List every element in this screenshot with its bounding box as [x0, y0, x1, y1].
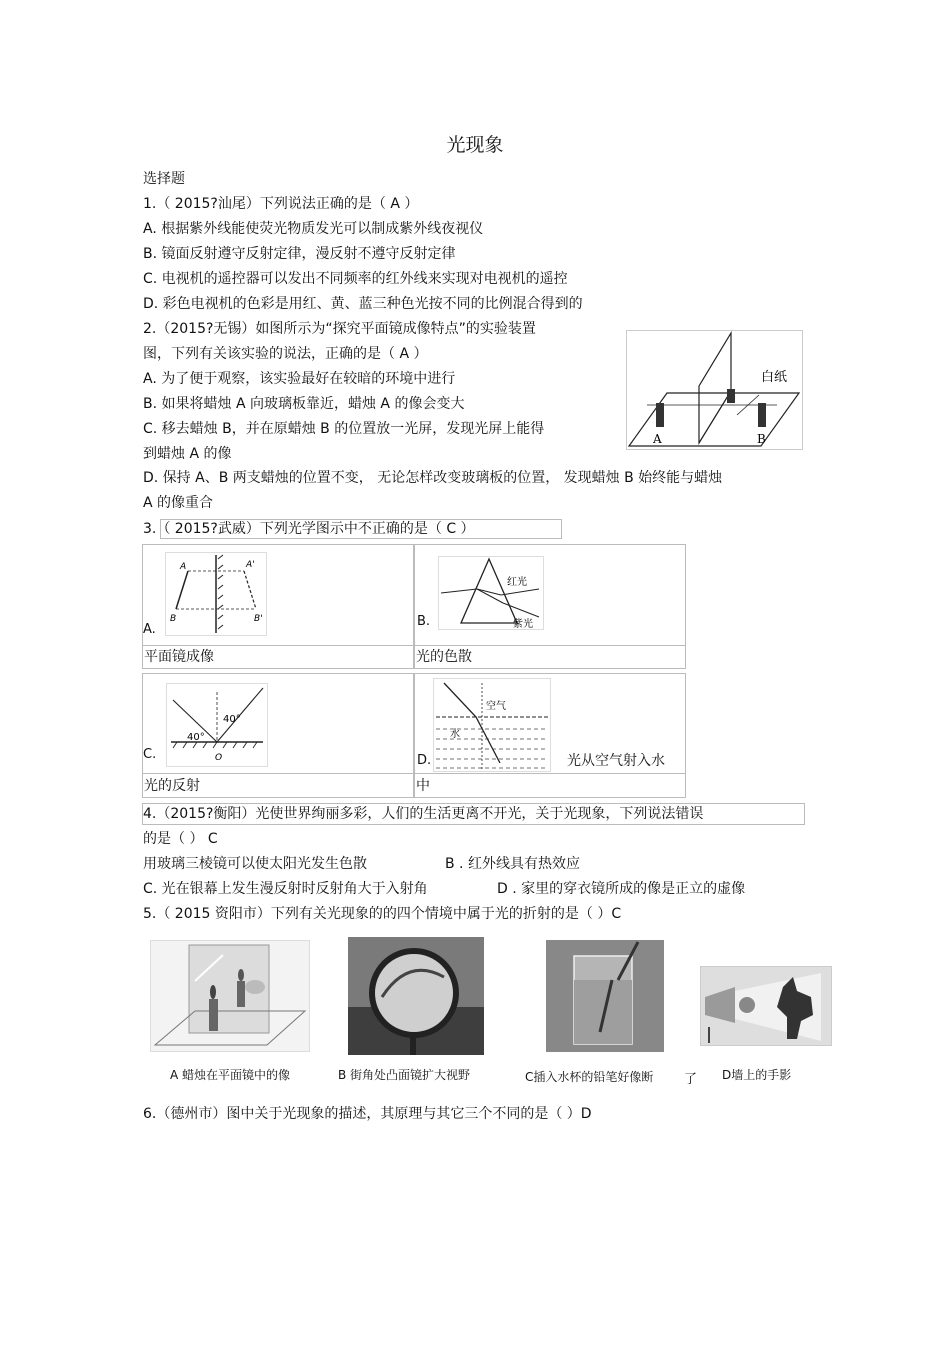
q4-option-c: C. 光在银幕上发生漫反射时反射角大于入射角 [143, 881, 428, 897]
svg-text:B: B [170, 614, 177, 624]
section-heading: 选择题 [143, 171, 185, 187]
q1-option-c: C. 电视机的遥控器可以发出不同频率的红外线来实现对电视机的遥控 [143, 271, 568, 287]
q3-d-diagram [433, 678, 551, 772]
q1-option-b: B. 镜面反射遵守反射定律，漫反射不遵守反射定律 [143, 246, 456, 262]
q4-option-d: D . 家里的穿衣镜所成的像是正立的虚像 [497, 881, 746, 897]
q5-caption-d: D墙上的手影 [722, 1068, 792, 1082]
q5-image-d [700, 966, 832, 1046]
q3-d-side-text: 光从空气射入水 [567, 753, 665, 769]
q4-stem-line1: 4.（2015?衡阳）光使世界绚丽多彩，人们的生活更离不开光，关于光现象，下列说法错误 [143, 806, 704, 822]
q4-option-a: 用玻璃三棱镜可以使太阳光发生色散 [143, 856, 367, 872]
q3-d-water-label: 水 [450, 729, 460, 740]
q5-stem: 5.（ 2015 资阳市）下列有关光现象的的四个情境中属于光的折射的是（ ）C [143, 906, 622, 922]
q1-option-d: D. 彩色电视机的色彩是用红、黄、蓝三种色光按不同的比例混合得到的 [143, 296, 583, 312]
q3-a-caption: 平面镜成像 [144, 649, 214, 665]
q6-stem: 6.（德州市）图中关于光现象的描述，其原理与其它三个不同的是（ ）D [143, 1106, 592, 1122]
q3-c-letter: C. [143, 747, 157, 762]
q3-row2-divider [142, 773, 686, 774]
q3-b-caption: 光的色散 [416, 649, 472, 665]
q3-d-letter: D. [417, 753, 432, 768]
q3-a-diagram [165, 552, 267, 636]
q5-caption-c: C插入水杯的铅笔好像断 [525, 1070, 654, 1084]
svg-text:A': A' [246, 560, 255, 570]
svg-text:B': B' [254, 614, 263, 624]
svg-text:A: A [180, 562, 187, 572]
q2-option-d-line2: A 的像重合 [143, 495, 214, 511]
q1-stem: 1.（ 2015?汕尾）下列说法正确的是（ A ） [143, 196, 419, 212]
q5-caption-c-tail: 了 [684, 1072, 698, 1087]
q3-b-diagram [438, 556, 544, 630]
q2-stem-line2: 图，下列有关该实验的说法，正确的是（ A ） [143, 346, 428, 362]
q2-fig-label-a: A [653, 432, 662, 446]
q3-b-letter: B. [417, 614, 431, 629]
q3-c-diagram [166, 683, 268, 767]
q3-c-caption: 光的反射 [144, 778, 200, 794]
q5-image-a [150, 940, 310, 1052]
q5-caption-a: A 蜡烛在平面镜中的像 [170, 1068, 291, 1082]
q2-option-b: B. 如果将蜡烛 A 向玻璃板靠近，蜡烛 A 的像会变大 [143, 396, 465, 412]
q5-image-c [546, 940, 664, 1052]
q2-fig-label-b: B [757, 432, 766, 446]
q1-option-a: A. 根据紫外线能使荧光物质发光可以制成紫外线夜视仪 [143, 221, 484, 237]
q2-stem-line1: 2.（2015?无锡）如图所示为“探究平面镜成像特点”的实验装置 [143, 321, 536, 337]
q3-b-violet-label: 紫光 [513, 619, 533, 629]
q2-option-d-line1: D. 保持 A、B 两支蜡烛的位置不变， 无论怎样改变玻璃板的位置， 发现蜡烛 B 始终能与蜡烛 [143, 470, 723, 486]
q5-caption-b: B 街角处凸面镜扩大视野 [338, 1068, 471, 1082]
q2-mirror-experiment-figure [626, 330, 803, 450]
q3-row1-divider [142, 645, 686, 646]
q2-option-c-line1: C. 移去蜡烛 B，并在原蜡烛 B 的位置放一光屏，发现光屏上能得 [143, 421, 545, 437]
q3-c-angle-left: 40° [187, 732, 205, 743]
q4-stem-line2: 的是（ ） C [143, 831, 218, 847]
q2-fig-label-paper: 白纸 [761, 370, 788, 385]
q3-c-angle-right: 40° [223, 714, 241, 725]
q3-d-caption: 中 [416, 778, 430, 794]
q2-option-a: A. 为了便于观察，该实验最好在较暗的环境中进行 [143, 371, 456, 387]
page-title: 光现象 [446, 134, 504, 156]
q5-image-b [348, 937, 484, 1055]
q3-stem: 3.（ 2015?武威）下列光学图示中不正确的是（ C ） [143, 521, 475, 537]
q4-option-b: B . 红外线具有热效应 [445, 856, 580, 872]
q2-option-c-line2: 到蜡烛 A 的像 [143, 446, 232, 462]
q3-b-red-label: 红光 [507, 577, 527, 588]
q3-a-letter: A. [143, 622, 156, 637]
q3-d-air-label: 空气 [486, 701, 506, 712]
q3-c-point: O [215, 753, 223, 763]
